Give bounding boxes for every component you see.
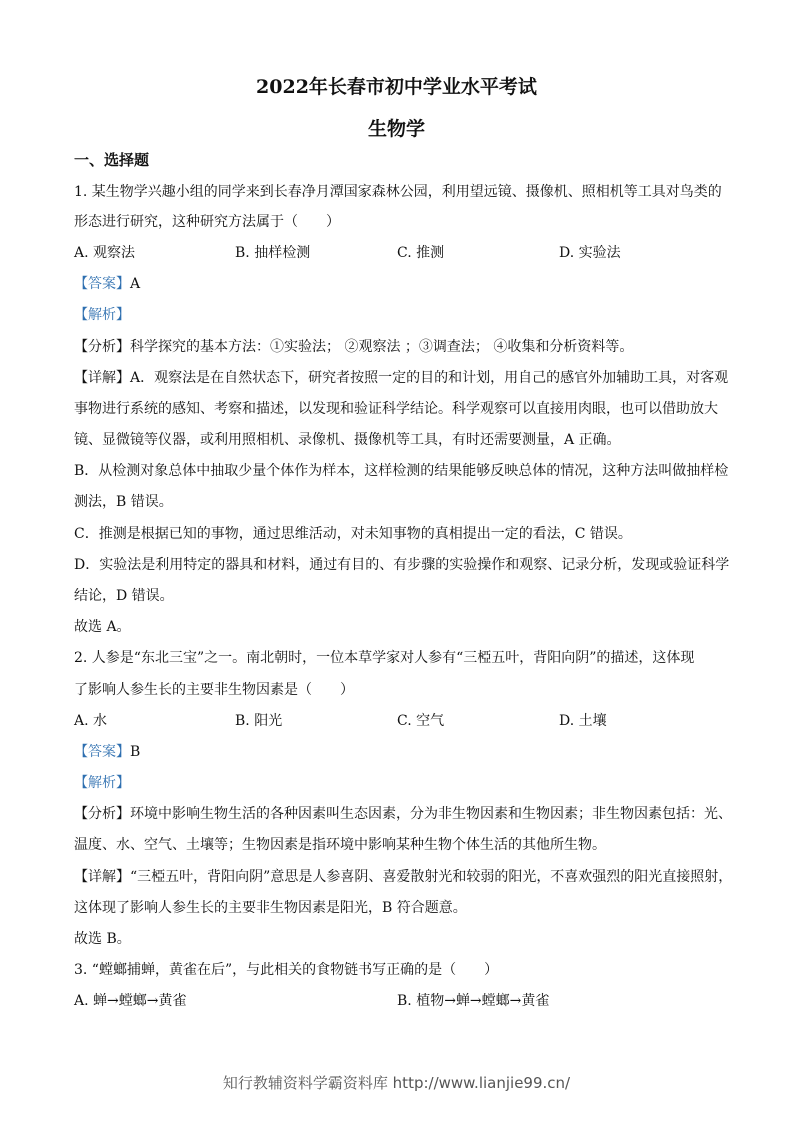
q2-fenxi-line1: 【分析】环境中影响生物生活的各种因素叫生态因素，分为非生物因素和生物因素；非生物因素包括：光、 bbox=[74, 806, 732, 822]
q2-xiangjie-line2: 这体现了影响人参生长的主要非生物因素是阳光，B 符合题意。 bbox=[74, 900, 467, 916]
q3-stem-line1: 3. “螳螂捕蝉，黄雀在后”，与此相关的食物链书写正确的是（ ） bbox=[74, 962, 499, 978]
q2-option-a: A. 水 bbox=[74, 713, 108, 729]
q2-option-c: C. 空气 bbox=[397, 713, 445, 729]
q3-option-a: A. 蝉→螳螂→黄雀 bbox=[74, 993, 187, 1009]
q2-choose: 故选 B。 bbox=[74, 931, 131, 947]
q1-stem-line2: 形态进行研究，这种研究方法属于（ ） bbox=[74, 214, 340, 230]
answer-tag: 【答案】 bbox=[74, 744, 130, 760]
q1-option-a: A. 观察法 bbox=[74, 245, 136, 261]
q1-xiangjie-line3: 镜、显微镜等仪器，或利用照相机、录像机、摄像机等工具，有时还需要测量，A 正确。 bbox=[74, 432, 621, 448]
q2-option-b: B. 阳光 bbox=[235, 713, 283, 729]
q1-analysis-tag: 【解析】 bbox=[74, 307, 130, 323]
q1-d-line2: 结论，D 错误。 bbox=[74, 588, 174, 604]
footer-watermark: 知行教辅资料学霸资料库 http://www.lianjie99.cn/ bbox=[222, 1074, 571, 1092]
answer-tag: 【答案】 bbox=[74, 276, 130, 292]
q1-option-b: B. 抽样检测 bbox=[235, 245, 311, 261]
q1-b-line2: 测法，B 错误。 bbox=[74, 494, 173, 510]
answer-value: A bbox=[130, 276, 141, 292]
q1-option-d: D. 实验法 bbox=[559, 245, 621, 261]
subject-title: 生物学 bbox=[367, 118, 425, 140]
q1-b-line1: B．从检测对象总体中抽取少量个体作为样本，这样检测的结果能够反映总体的情况，这种方法叫做抽样检 bbox=[74, 463, 729, 479]
q2-analysis-tag: 【解析】 bbox=[74, 775, 130, 791]
q1-xiangjie-line2: 事物进行系统的感知、考察和描述，以发现和验证科学结论。科学观察可以直接用肉眼，也可以借助放大 bbox=[74, 401, 718, 417]
section-heading: 一、选择题 bbox=[74, 151, 150, 169]
q1-answer bbox=[74, 275, 724, 293]
q1-c-line: C．推测是根据已知的事物，通过思维活动，对未知事物的真相提出一定的看法，C 错误。 bbox=[74, 526, 632, 542]
q1-option-c: C. 推测 bbox=[397, 245, 445, 261]
exam-title: 2022年长春市初中学业水平考试 bbox=[256, 76, 537, 98]
q1-fenxi: 【分析】科学探究的基本方法：①实验法； ②观察法 ；③调查法； ④收集和分析资料等。 bbox=[74, 339, 634, 355]
q2-option-d: D. 土壤 bbox=[559, 713, 607, 729]
q2-xiangjie-line1: 【详解】“三椏五叶，背阳向阴”意思是人参喜阴、喜爱散射光和较弱的阳光，不喜欢强烈的阳光直接照射， bbox=[74, 869, 733, 885]
q1-choose: 故选 A。 bbox=[74, 619, 131, 635]
q3-option-b: B. 植物→蝉→螳螂→黄雀 bbox=[397, 993, 550, 1009]
q1-stem-line1: 1. 某生物学兴趣小组的同学来到长春净月潭国家森林公园，利用望远镜、摄像机、照相机等工具对鸟类的 bbox=[74, 184, 722, 200]
q2-answer bbox=[74, 743, 724, 761]
answer-value: B bbox=[130, 744, 141, 760]
q2-stem-line1: 2. 人参是“东北三宝”之一。南北朝时，一位本草学家对人参有“三椏五叶，背阳向阴”的描述，这体现 bbox=[74, 650, 695, 666]
q1-xiangjie-line1: 【详解】A．观察法是在自然状态下，研究者按照一定的目的和计划，用自己的感官外加辅助工具，对客观 bbox=[74, 370, 729, 386]
q2-stem-line2: 了影响人参生长的主要非生物因素是（ ） bbox=[74, 682, 354, 698]
q1-d-line1: D．实验法是利用特定的器具和材料，通过有目的、有步骤的实验操作和观察、记录分析，发现或验证科学 bbox=[74, 557, 730, 573]
q2-fenxi-line2: 温度、水、空气、土壤等；生物因素是指环境中影响某种生物个体生活的其他所生物。 bbox=[74, 837, 606, 853]
